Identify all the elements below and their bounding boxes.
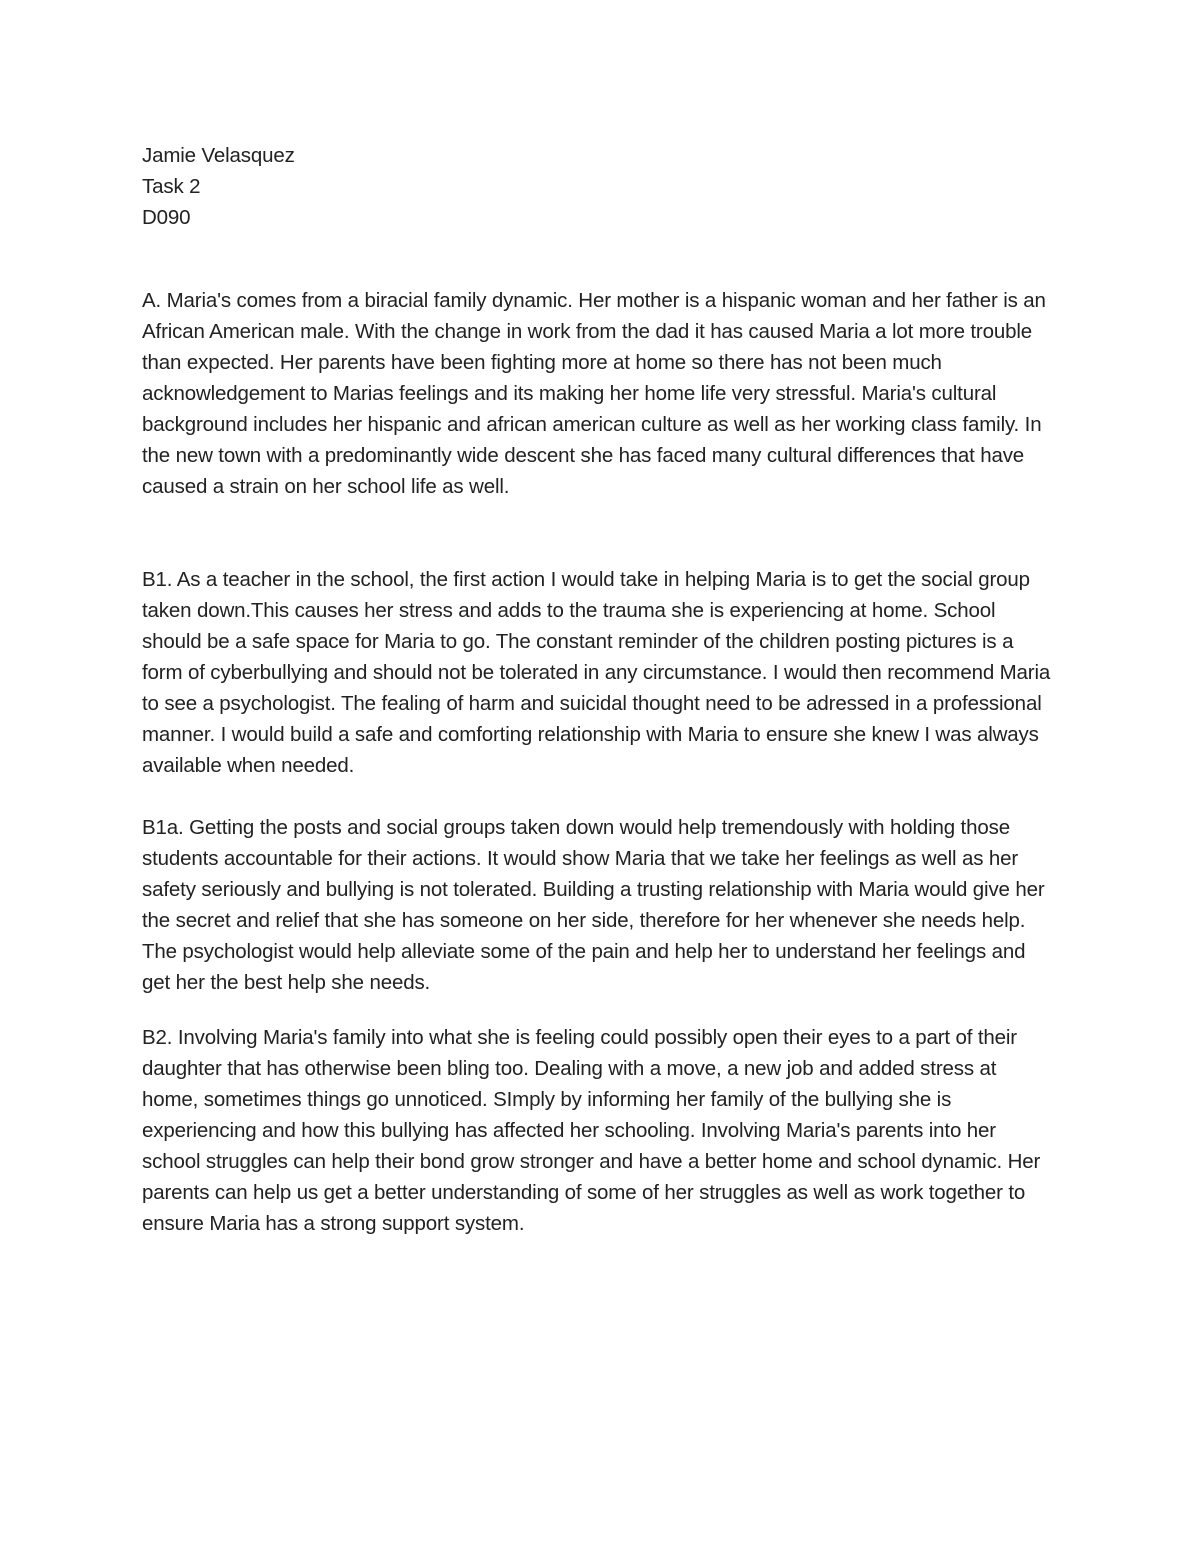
course-code: D090: [142, 206, 191, 229]
section-b1-paragraph: B1. As a teacher in the school, the first action I would take in helping Maria is to get the social group taken down.This causes her stress and adds to the trauma she is experiencing at home. School should be a safe space for Maria to go. The constant reminder of the children posting pictures is a form of cyberbullying and should not be tolerated in any circumstance. I would then recommend Maria to see a psychologist. The fealing of harm and suicidal thought need to be adressed in a professional manner. I would build a safe and comforting relationship with Maria to ensure she knew I was always available when needed.: [142, 568, 1051, 777]
task-label: Task 2: [142, 175, 201, 198]
section-b1a-paragraph: B1a. Getting the posts and social groups taken down would help tremendously with holding those students accountable for their actions. It would show Maria that we take her feelings as well as her safety seriously and bullying is not tolerated. Building a trusting relationship with Maria would give her the secret and relief that she has someone on her side, therefore for her whenever she needs help. The psychologist would help alleviate some of the pain and help her to understand her feelings and get her the best help she needs.: [142, 816, 1045, 994]
author-name: Jamie Velasquez: [142, 144, 295, 167]
document-header: [142, 140, 1057, 233]
document-body: [142, 140, 1057, 1239]
section-b2-paragraph: B2. Involving Maria's family into what she is feeling could possibly open their eyes to a part of their daughter that has otherwise been bling too. Dealing with a move, a new job and added stress at home, sometimes things go unnoticed. SImply by informing her family of the bullying she is experiencing and how this bullying has affected her schooling. Involving Maria's parents into her school struggles can help their bond grow stronger and have a better home and school dynamic. Her parents can help us get a better understanding of some of her struggles as well as work together to ensure Maria has a strong support system.: [142, 1026, 1041, 1235]
section-a-paragraph: A. Maria's comes from a biracial family dynamic. Her mother is a hispanic woman and her father is an African American male. With the change in work from the dad it has caused Maria a lot more trouble than expected. Her parents have been fighting more at home so there has not been much acknowledgement to Marias feelings and its making her home life very stressful. Maria's cultural background includes her hispanic and african american culture as well as her working class family. In the new town with a predominantly wide descent she has faced many cultural differences that have caused a strain on her school life as well.: [142, 289, 1046, 498]
